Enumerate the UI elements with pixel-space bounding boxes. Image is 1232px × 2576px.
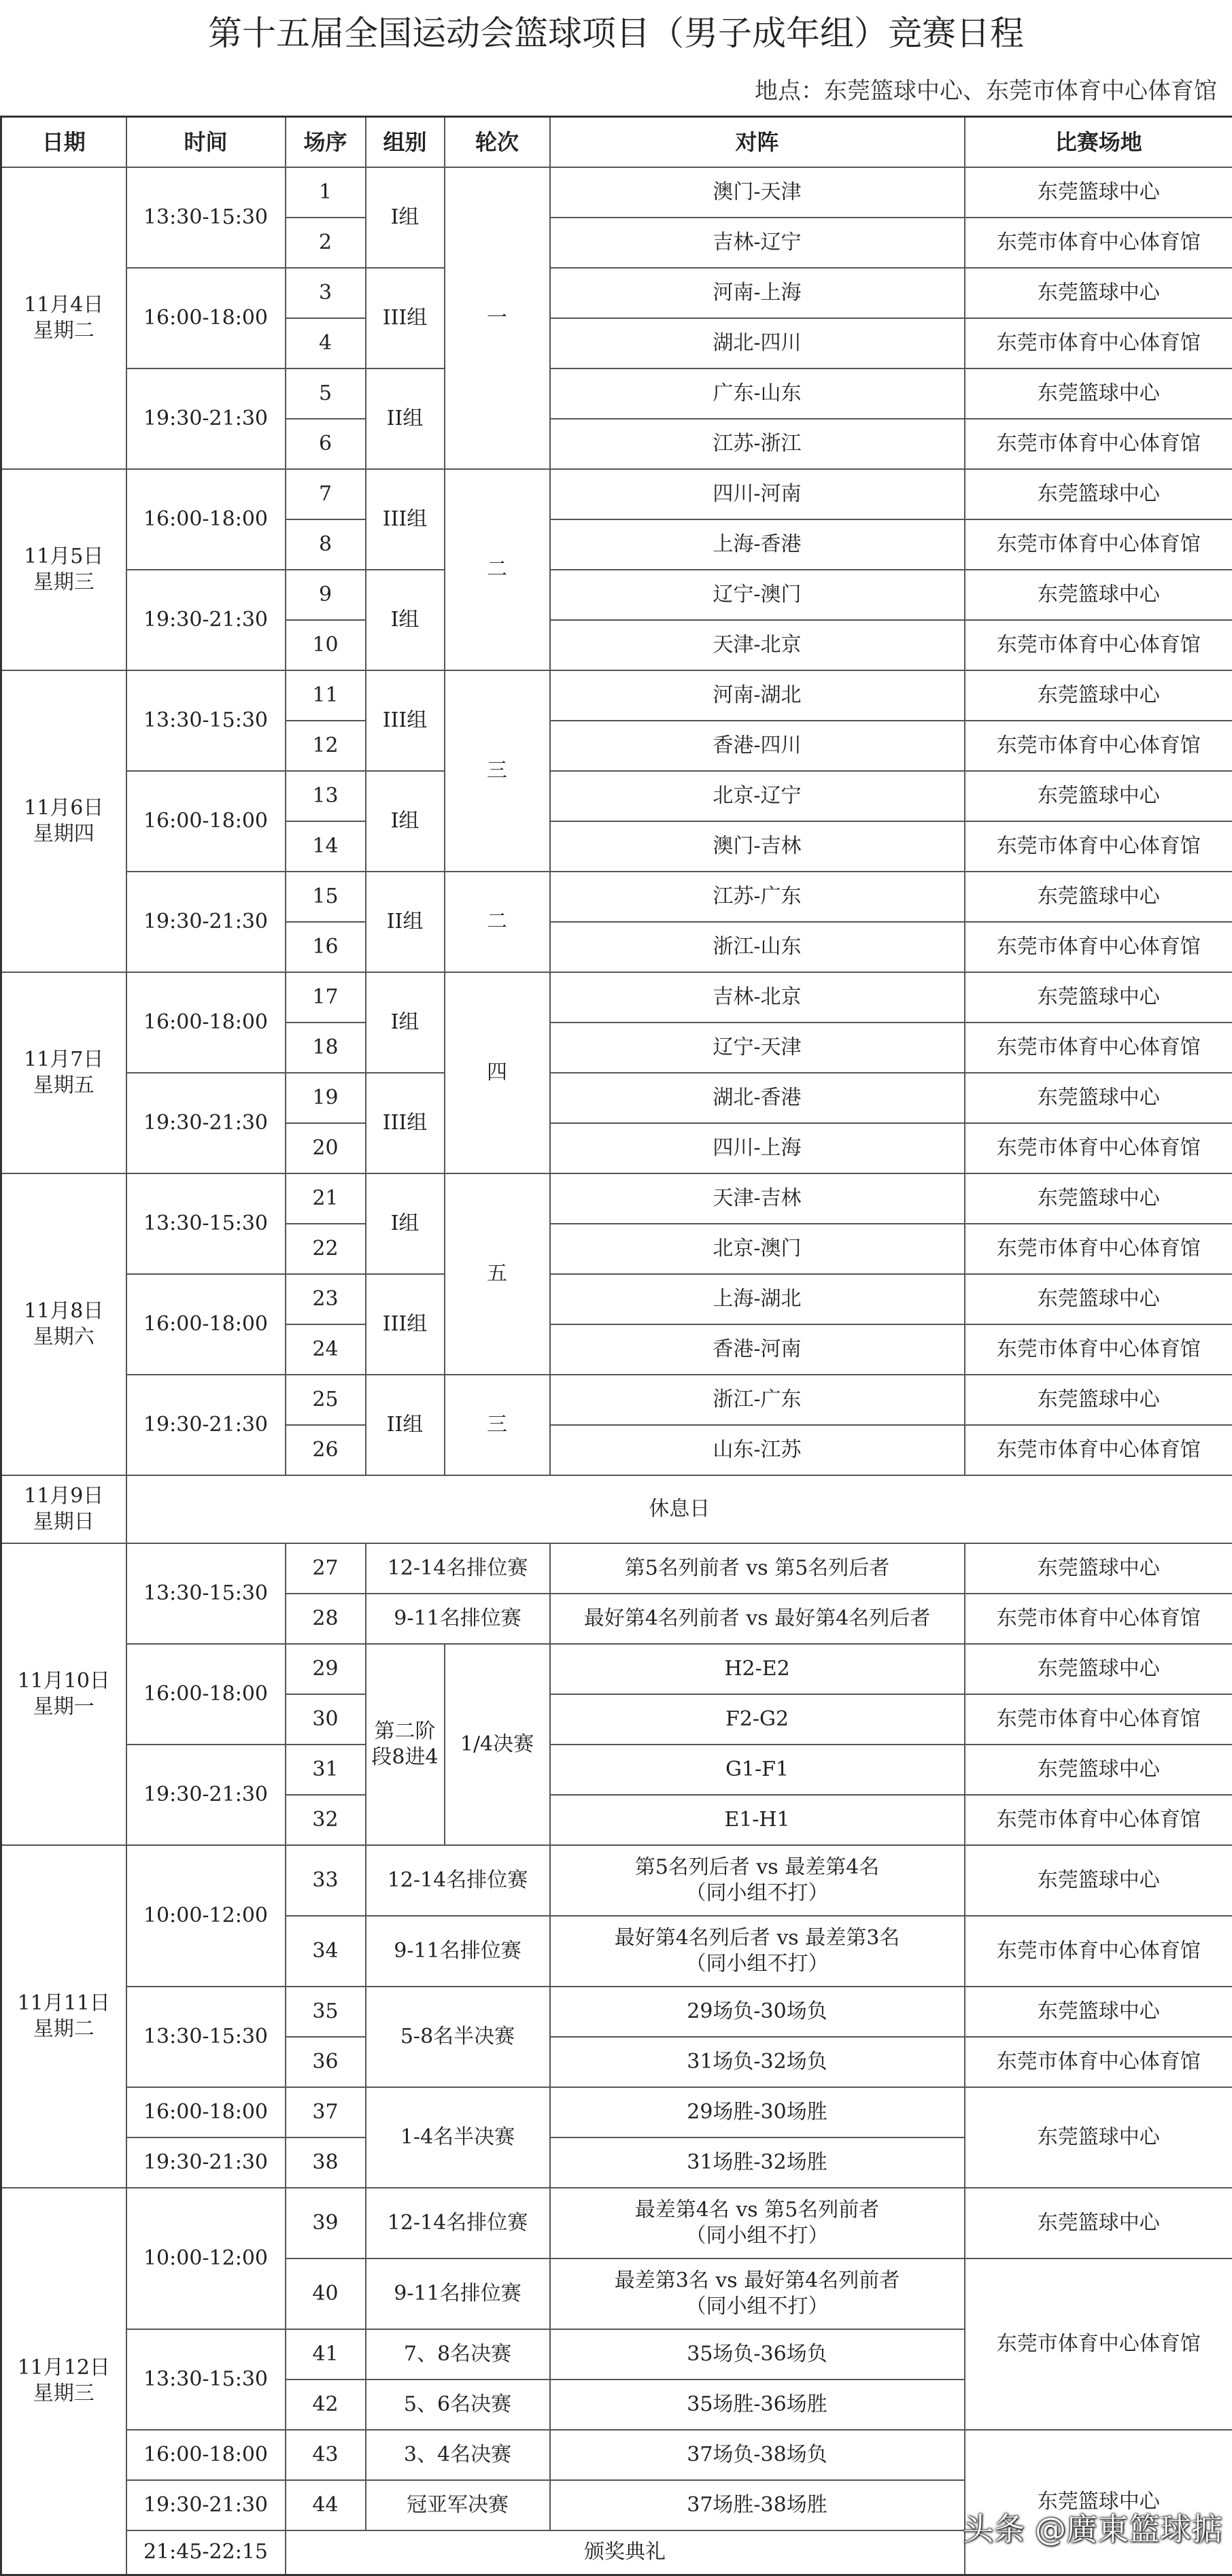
venue-cell: 东莞市体育中心体育馆 bbox=[965, 821, 1232, 872]
round-cell: 四 bbox=[445, 972, 550, 1173]
round-cell: 一 bbox=[445, 167, 550, 469]
page-title: 第十五届全国运动会篮球项目（男子成年组）竞赛日程 bbox=[0, 0, 1232, 67]
game-no-cell: 1 bbox=[286, 167, 366, 218]
venue-cell: 东莞篮球中心 bbox=[965, 872, 1232, 922]
time-cell: 16:00-18:00 bbox=[126, 972, 286, 1073]
group-cell: II组 bbox=[366, 1375, 445, 1475]
header-matchup: 对阵 bbox=[550, 117, 965, 167]
round-cell: 7、8名决赛 bbox=[366, 2329, 550, 2380]
table-row bbox=[1, 1274, 1232, 1324]
round-cell: 三 bbox=[445, 670, 550, 872]
time-cell: 10:00-12:00 bbox=[126, 2188, 286, 2329]
group-cell: I组 bbox=[366, 1173, 445, 1274]
matchup-cell: 四川-上海 bbox=[550, 1123, 965, 1173]
game-no-cell: 6 bbox=[286, 419, 366, 469]
venue-cell: 东莞篮球中心 bbox=[965, 670, 1232, 721]
table-row bbox=[1, 872, 1232, 922]
matchup-cell: 吉林-辽宁 bbox=[550, 218, 965, 268]
round-cell: 1/4决赛 bbox=[445, 1644, 550, 1845]
time-cell: 13:30-15:30 bbox=[126, 1543, 286, 1644]
table-row bbox=[1, 1173, 1232, 1224]
date-cell: 11月6日 星期四 bbox=[1, 670, 126, 972]
venue-cell: 东莞市体育中心体育馆 bbox=[965, 1324, 1232, 1375]
time-cell: 19:30-21:30 bbox=[126, 1073, 286, 1173]
venue-cell: 东莞市体育中心体育馆 bbox=[965, 1594, 1232, 1644]
matchup-cell: 天津-吉林 bbox=[550, 1173, 965, 1224]
venue-cell: 东莞篮球中心 bbox=[965, 972, 1232, 1023]
game-no-cell: 27 bbox=[286, 1543, 366, 1594]
matchup-cell: 上海-香港 bbox=[550, 519, 965, 570]
game-no-cell: 11 bbox=[286, 670, 366, 721]
game-no-cell: 16 bbox=[286, 922, 366, 972]
matchup-cell: 北京-辽宁 bbox=[550, 771, 965, 821]
time-cell: 16:00-18:00 bbox=[126, 268, 286, 368]
game-no-cell: 17 bbox=[286, 972, 366, 1023]
venue-cell: 东莞市体育中心体育馆 bbox=[965, 2037, 1232, 2087]
venue-cell: 东莞市体育中心体育馆 bbox=[965, 419, 1232, 469]
game-no-cell: 7 bbox=[286, 469, 366, 519]
round-cell: 5-8名半决赛 bbox=[366, 1987, 550, 2087]
game-no-cell: 20 bbox=[286, 1123, 366, 1173]
round-cell: 二 bbox=[445, 872, 550, 972]
game-no-cell: 38 bbox=[286, 2137, 366, 2188]
game-no-cell: 35 bbox=[286, 1987, 366, 2037]
matchup-cell: H2-E2 bbox=[550, 1644, 965, 1694]
group-cell: I组 bbox=[366, 570, 445, 670]
matchup-cell: 香港-河南 bbox=[550, 1324, 965, 1375]
venue-cell: 东莞篮球中心 bbox=[965, 771, 1232, 821]
group-cell: III组 bbox=[366, 469, 445, 570]
table-row bbox=[1, 1375, 1232, 1425]
game-no-cell: 8 bbox=[286, 519, 366, 570]
time-cell: 16:00-18:00 bbox=[126, 771, 286, 872]
matchup-cell: 河南-湖北 bbox=[550, 670, 965, 721]
game-no-cell: 43 bbox=[286, 2430, 366, 2480]
round-cell: 12-14名排位赛 bbox=[366, 1845, 550, 1916]
game-no-cell: 18 bbox=[286, 1023, 366, 1073]
time-cell: 16:00-18:00 bbox=[126, 1644, 286, 1745]
group-cell: I组 bbox=[366, 972, 445, 1073]
matchup-cell: 29场负-30场负 bbox=[550, 1987, 965, 2037]
game-no-cell: 4 bbox=[286, 318, 366, 368]
venue-cell: 东莞市体育中心体育馆 bbox=[965, 1023, 1232, 1073]
time-cell: 10:00-12:00 bbox=[126, 1845, 286, 1987]
venue-cell: 东莞篮球中心 bbox=[965, 2087, 1232, 2188]
matchup-cell: 31场胜-32场胜 bbox=[550, 2137, 965, 2188]
date-cell: 11月12日 星期三 bbox=[1, 2188, 126, 2575]
watermark: 头条 @廣東篮球掂 bbox=[962, 2505, 1222, 2549]
matchup-cell: 辽宁-天津 bbox=[550, 1023, 965, 1073]
venue-cell: 东莞市体育中心体育馆 bbox=[965, 922, 1232, 972]
date-cell: 11月8日 星期六 bbox=[1, 1173, 126, 1475]
game-no-cell: 12 bbox=[286, 721, 366, 771]
round-cell: 二 bbox=[445, 469, 550, 670]
matchup-cell: 天津-北京 bbox=[550, 620, 965, 670]
table-row bbox=[1, 570, 1232, 620]
ceremony-cell: 颁奖典礼 bbox=[286, 2530, 965, 2575]
group-cell: III组 bbox=[366, 268, 445, 368]
venue-cell: 东莞市体育中心体育馆 bbox=[965, 1916, 1232, 1987]
game-no-cell: 24 bbox=[286, 1324, 366, 1375]
game-no-cell: 22 bbox=[286, 1224, 366, 1274]
matchup-cell: 四川-河南 bbox=[550, 469, 965, 519]
header-time: 时间 bbox=[126, 117, 286, 167]
game-no-cell: 23 bbox=[286, 1274, 366, 1324]
venue-cell: 东莞篮球中心 bbox=[965, 469, 1232, 519]
game-no-cell: 44 bbox=[286, 2480, 366, 2530]
table-row bbox=[1, 2188, 1232, 2259]
matchup-cell: 29场胜-30场胜 bbox=[550, 2087, 965, 2137]
schedule-table bbox=[0, 116, 1232, 2576]
date-cell: 11月4日 星期二 bbox=[1, 167, 126, 469]
time-cell: 16:00-18:00 bbox=[126, 2087, 286, 2137]
matchup-cell: 最差第3名 vs 最好第4名列前者 （同小组不打） bbox=[550, 2259, 965, 2329]
game-no-cell: 5 bbox=[286, 368, 366, 419]
venue-cell: 东莞市体育中心体育馆 bbox=[965, 2259, 1232, 2430]
header-date: 日期 bbox=[1, 117, 126, 167]
game-no-cell: 39 bbox=[286, 2188, 366, 2259]
game-no-cell: 41 bbox=[286, 2329, 366, 2380]
venue-cell: 东莞篮球中心 bbox=[965, 1987, 1232, 2037]
header-group: 组别 bbox=[366, 117, 445, 167]
time-cell: 13:30-15:30 bbox=[126, 670, 286, 771]
game-no-cell: 32 bbox=[286, 1795, 366, 1845]
matchup-cell: 湖北-四川 bbox=[550, 318, 965, 368]
table-row bbox=[1, 368, 1232, 419]
table-row bbox=[1, 2430, 1232, 2480]
table-row bbox=[1, 1845, 1232, 1916]
round-cell: 三 bbox=[445, 1375, 550, 1475]
venue-cell: 东莞篮球中心 bbox=[965, 268, 1232, 318]
time-cell: 16:00-18:00 bbox=[126, 1274, 286, 1375]
matchup-cell: 江苏-浙江 bbox=[550, 419, 965, 469]
game-no-cell: 30 bbox=[286, 1694, 366, 1745]
game-no-cell: 40 bbox=[286, 2259, 366, 2329]
venue-cell: 东莞市体育中心体育馆 bbox=[965, 318, 1232, 368]
group-cell: I组 bbox=[366, 167, 445, 268]
date-cell: 11月9日 星期日 bbox=[1, 1475, 126, 1543]
time-cell: 13:30-15:30 bbox=[126, 1987, 286, 2087]
table-row bbox=[1, 972, 1232, 1023]
table-row bbox=[1, 670, 1232, 721]
round-cell: 12-14名排位赛 bbox=[366, 1543, 550, 1594]
matchup-cell: 吉林-北京 bbox=[550, 972, 965, 1023]
venue-cell: 东莞市体育中心体育馆 bbox=[965, 218, 1232, 268]
group-cell: III组 bbox=[366, 670, 445, 771]
time-cell: 19:30-21:30 bbox=[126, 2480, 286, 2530]
venue-cell: 东莞篮球中心 bbox=[965, 1274, 1232, 1324]
group-cell: II组 bbox=[366, 872, 445, 972]
venue-cell: 东莞市体育中心体育馆 bbox=[965, 1123, 1232, 1173]
time-cell: 19:30-21:30 bbox=[126, 1745, 286, 1845]
venue-cell: 东莞市体育中心体育馆 bbox=[965, 721, 1232, 771]
time-cell: 19:30-21:30 bbox=[126, 872, 286, 972]
game-no-cell: 15 bbox=[286, 872, 366, 922]
venue-cell: 东莞篮球中心 bbox=[965, 1543, 1232, 1594]
matchup-cell: 河南-上海 bbox=[550, 268, 965, 318]
rest-day-cell: 休息日 bbox=[126, 1475, 1232, 1543]
game-no-cell: 19 bbox=[286, 1073, 366, 1123]
game-no-cell: 14 bbox=[286, 821, 366, 872]
matchup-cell: 最好第4名列后者 vs 最差第3名 （同小组不打） bbox=[550, 1916, 965, 1987]
matchup-cell: 辽宁-澳门 bbox=[550, 570, 965, 620]
matchup-cell: 香港-四川 bbox=[550, 721, 965, 771]
venue-cell: 东莞篮球中心 bbox=[965, 167, 1232, 218]
game-no-cell: 2 bbox=[286, 218, 366, 268]
group-cell: II组 bbox=[366, 368, 445, 469]
game-no-cell: 31 bbox=[286, 1745, 366, 1795]
matchup-cell: 广东-山东 bbox=[550, 368, 965, 419]
venue-cell: 东莞篮球中心 bbox=[965, 1644, 1232, 1694]
time-cell: 21:45-22:15 bbox=[126, 2530, 286, 2575]
table-row bbox=[1, 268, 1232, 318]
table-row bbox=[1, 469, 1232, 519]
game-no-cell: 21 bbox=[286, 1173, 366, 1224]
header-game-no: 场序 bbox=[286, 117, 366, 167]
matchup-cell: 上海-湖北 bbox=[550, 1274, 965, 1324]
round-cell: 9-11名排位赛 bbox=[366, 2259, 550, 2329]
round-cell: 3、4名决赛 bbox=[366, 2430, 550, 2480]
venue-cell: 东莞市体育中心体育馆 bbox=[965, 1694, 1232, 1745]
table-row bbox=[1, 1745, 1232, 1795]
venue-cell: 东莞市体育中心体育馆 bbox=[965, 519, 1232, 570]
location-text: 地点：东莞篮球中心、东莞市体育中心体育馆 bbox=[0, 67, 1217, 116]
matchup-cell: 第5名列后者 vs 最差第4名 （同小组不打） bbox=[550, 1845, 965, 1916]
round-cell: 五 bbox=[445, 1173, 550, 1375]
matchup-cell: 最好第4名列前者 vs 最好第4名列后者 bbox=[550, 1594, 965, 1644]
venue-cell: 东莞篮球中心 bbox=[965, 1375, 1232, 1425]
time-cell: 13:30-15:30 bbox=[126, 2329, 286, 2430]
round-cell: 9-11名排位赛 bbox=[366, 1916, 550, 1987]
game-no-cell: 28 bbox=[286, 1594, 366, 1644]
matchup-cell: 浙江-广东 bbox=[550, 1375, 965, 1425]
table-row bbox=[1, 167, 1232, 218]
matchup-cell: 澳门-吉林 bbox=[550, 821, 965, 872]
matchup-cell: 澳门-天津 bbox=[550, 167, 965, 218]
group-cell: I组 bbox=[366, 771, 445, 872]
venue-cell: 东莞篮球中心 bbox=[965, 1745, 1232, 1795]
matchup-cell: 35场负-36场负 bbox=[550, 2329, 965, 2380]
matchup-cell: E1-H1 bbox=[550, 1795, 965, 1845]
time-cell: 16:00-18:00 bbox=[126, 469, 286, 570]
round-cell: 9-11名排位赛 bbox=[366, 1594, 550, 1644]
game-no-cell: 13 bbox=[286, 771, 366, 821]
table-row bbox=[1, 771, 1232, 821]
matchup-cell: G1-F1 bbox=[550, 1745, 965, 1795]
time-cell: 19:30-21:30 bbox=[126, 2137, 286, 2188]
game-no-cell: 29 bbox=[286, 1644, 366, 1694]
matchup-cell: 第5名列前者 vs 第5名列后者 bbox=[550, 1543, 965, 1594]
time-cell: 16:00-18:00 bbox=[126, 2430, 286, 2480]
time-cell: 13:30-15:30 bbox=[126, 167, 286, 268]
game-no-cell: 3 bbox=[286, 268, 366, 318]
matchup-cell: 31场负-32场负 bbox=[550, 2037, 965, 2087]
group-cell: 第二阶段8进4 bbox=[366, 1644, 445, 1845]
venue-cell: 东莞篮球中心 bbox=[965, 368, 1232, 419]
game-no-cell: 37 bbox=[286, 2087, 366, 2137]
venue-cell: 东莞篮球中心 bbox=[965, 1845, 1232, 1916]
matchup-cell: 35场胜-36场胜 bbox=[550, 2380, 965, 2430]
matchup-cell: 37场负-38场负 bbox=[550, 2430, 965, 2480]
venue-cell: 东莞市体育中心体育馆 bbox=[965, 620, 1232, 670]
date-cell: 11月10日 星期一 bbox=[1, 1543, 126, 1845]
round-cell: 5、6名决赛 bbox=[366, 2380, 550, 2430]
venue-cell: 东莞市体育中心体育馆 bbox=[965, 1224, 1232, 1274]
header-row bbox=[1, 117, 1232, 167]
round-cell: 1-4名半决赛 bbox=[366, 2087, 550, 2188]
header-venue: 比赛场地 bbox=[965, 117, 1232, 167]
matchup-cell: 浙江-山东 bbox=[550, 922, 965, 972]
matchup-cell: 湖北-香港 bbox=[550, 1073, 965, 1123]
time-cell: 19:30-21:30 bbox=[126, 570, 286, 670]
game-no-cell: 34 bbox=[286, 1916, 366, 1987]
round-cell: 12-14名排位赛 bbox=[366, 2188, 550, 2259]
matchup-cell: 最差第4名 vs 第5名列前者 （同小组不打） bbox=[550, 2188, 965, 2259]
time-cell: 19:30-21:30 bbox=[126, 368, 286, 469]
time-cell: 19:30-21:30 bbox=[126, 1375, 286, 1475]
date-cell: 11月5日 星期三 bbox=[1, 469, 126, 670]
game-no-cell: 26 bbox=[286, 1425, 366, 1475]
date-cell: 11月11日 星期二 bbox=[1, 1845, 126, 2188]
matchup-cell: 山东-江苏 bbox=[550, 1425, 965, 1475]
venue-cell: 东莞篮球中心 bbox=[965, 1073, 1232, 1123]
date-cell: 11月7日 星期五 bbox=[1, 972, 126, 1173]
game-no-cell: 10 bbox=[286, 620, 366, 670]
game-no-cell: 33 bbox=[286, 1845, 366, 1916]
group-cell: III组 bbox=[366, 1274, 445, 1375]
game-no-cell: 25 bbox=[286, 1375, 366, 1425]
venue-cell: 东莞篮球中心 bbox=[965, 2430, 1232, 2575]
time-cell: 13:30-15:30 bbox=[126, 1173, 286, 1274]
game-no-cell: 42 bbox=[286, 2380, 366, 2430]
matchup-cell: 北京-澳门 bbox=[550, 1224, 965, 1274]
venue-cell: 东莞篮球中心 bbox=[965, 2188, 1232, 2259]
game-no-cell: 9 bbox=[286, 570, 366, 620]
round-cell: 冠亚军决赛 bbox=[366, 2480, 550, 2530]
group-cell: III组 bbox=[366, 1073, 445, 1173]
table-row bbox=[1, 1475, 1232, 1543]
header-round: 轮次 bbox=[445, 117, 550, 167]
venue-cell: 东莞篮球中心 bbox=[965, 570, 1232, 620]
matchup-cell: 江苏-广东 bbox=[550, 872, 965, 922]
matchup-cell: F2-G2 bbox=[550, 1694, 965, 1745]
table-row bbox=[1, 1073, 1232, 1123]
table-row bbox=[1, 1543, 1232, 1594]
table-row bbox=[1, 1644, 1232, 1694]
venue-cell: 东莞市体育中心体育馆 bbox=[965, 1425, 1232, 1475]
venue-cell: 东莞市体育中心体育馆 bbox=[965, 1795, 1232, 1845]
venue-cell: 东莞篮球中心 bbox=[965, 1173, 1232, 1224]
table-row bbox=[1, 1987, 1232, 2037]
matchup-cell: 37场胜-38场胜 bbox=[550, 2480, 965, 2530]
game-no-cell: 36 bbox=[286, 2037, 366, 2087]
table-row bbox=[1, 2087, 1232, 2137]
